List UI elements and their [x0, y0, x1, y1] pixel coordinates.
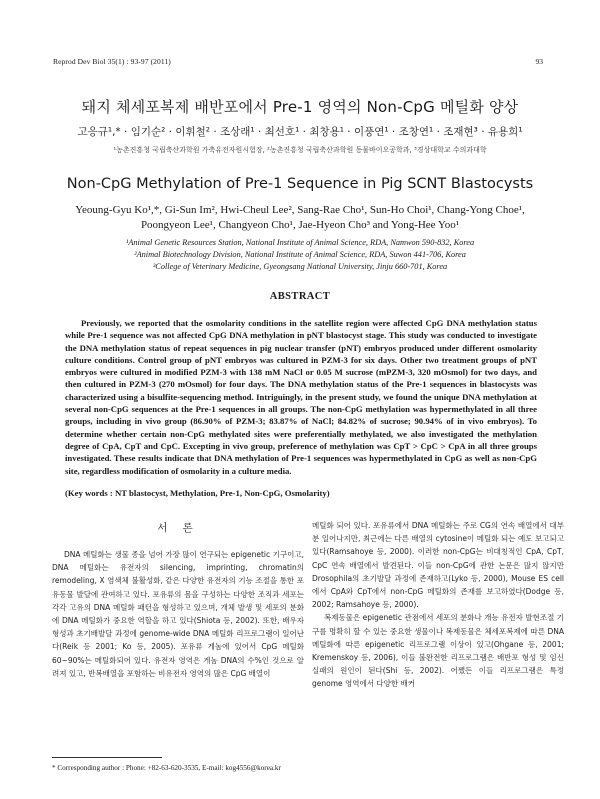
- paragraph: 메틸화 되어 있다. 포유류에서 DNA 메틸화는 주로 CG의 연속 배열에서 대부분 일어나지만, 최근에는 다른 배열의 cytosine이 메틸화 되는 예도 보고되고 있다(Ramsahoye 등, 2000). 이러한 non-CpG는 비대칭적인 CpA, CpT, CpC 연속 배열에서 발견된다. 이들 non-CpG에 관한 논문은 많지 않지만 Drosophila의 초기발달 과정에 존재하고(Lyko 등, 2000), Mouse ES cell에서 CpA와 CpT에서 non-CpG 메틸화의 존재를 보고하였다(Dodge 등, 2002; Ramsahoye 등, 2000).: [312, 521, 564, 610]
- abstract-text: Previously, we reported that the osmolarity conditions in the satellite region were affected CpG DNA methylation status while Pre-1 sequence was not affected CpG DNA methylation in pNT blastocyst stage. This study was conducted to investigate the DNA methylation status of repeat sequences in pig nuclear transfer (pNT) embryos produced under different osmolarity culture conditions. Control group of pNT embryos was cultured in PZM-3 for six days. Other two treatment groups of pNT embryos were cultured in modified PZM-3 with 138 mM NaCl or 0.05 M sucrose (mPZM-3, 320 mOsmol) for two days, and then cultured in PZM-3 (270 mOsmol) for four days. The DNA methylation status of the Pre-1 sequences in blastocysts was characterized using a bisulfite-sequencing method. Intriguingly, in the present study, we found the unique DNA methylation at several non-CpG sequences at the Pre-1 sequences in all groups. The non-CpG methylation was hypermethylated in all three groups, including in vivo group (86.90% of PZM-3; 83.87% of NaCl; 84.82% of sucrose; 90.94% of in vivo embryos). To determine whether certain non-CpG methylated sites were preferentially methylated, we also investigated the methylation degree of CpA, CpT and CpC. Excepting in vivo group, preference of methylation was CpT > CpC > CpA in all three groups investigated. These results indicate that DNA methylation of Pre-1 sequences was hypermethylated in CpG as well as non-CpG site, regardless modification of osmolarity in a culture media.: [65, 318, 537, 476]
- body-column-right: [312, 519, 564, 691]
- english-affiliations: [0, 237, 600, 274]
- keywords: (Key words : NT blastocyst, Methylation, Pre-1, Non-CpG, Osmolarity): [65, 488, 330, 498]
- footnote-divider: [52, 757, 162, 758]
- corresponding-author-footnote: * Corresponding author : Phone: +82-63-620-3535, E-mail: kog4556@korea.kr: [52, 764, 281, 772]
- english-title: Non-CpG Methylation of Pre-1 Sequence in Pig SCNT Blastocysts: [66, 176, 534, 192]
- paragraph: 복제동물은 epigenetic 관점에서 세포의 분화나 개능 유전자 발현조절 기구를 명확히 할 수 있는 중요한 생물이나 복제동물은 체세포복제에 따른 DNA 메틸화에 따른 epigenetic 리프로그램 이상이 있고(Ohgane 등, 2001; Kremenskoy 등, 2006), 이들 불완전한 리프로그램은 배반포 형성 및 임신 실패의 원인이 된다(Shi 등, 2002). 어쨌든 이들 리프로그램은 특정 genome 영역에서 다양한 배커: [312, 613, 564, 689]
- english-authors-line1: Yeoung-Gyu Ko¹,*, Gi-Sun Im², Hwi-Cheul Lee², Sang-Rae Cho¹, Sun-Ho Choi¹, Chang-Yong Choe¹,: [75, 204, 525, 216]
- abstract-heading: ABSTRACT: [269, 291, 331, 302]
- korean-title: 돼지 체세포복제 배반포에서 Pre-1 영역의 Non-CpG 메틸화 양상: [81, 98, 519, 116]
- journal-citation: Reprod Dev Biol 35(1) : 93-97 (2011): [53, 57, 171, 66]
- affiliation-3: ³College of Veterinary Medicine, Gyeongsang National University, Jinju 660-701, Korea: [152, 262, 448, 272]
- english-authors-line2: Poongyeon Lee¹, Changyeon Cho¹, Jae-Hyeon Cho³ and Yong-Hee Yoo¹: [140, 219, 460, 231]
- page-number: 93: [535, 57, 543, 66]
- paragraph: DNA 메틸화는 생물 종을 넘어 가장 많이 연구되는 epigenetic 기구이고, DNA 메틸화는 유전자의 silencing, imprinting, chromatin의 remodeling, X 염색체 불활성화, 같은 다양한 유전자의 기능 조절을 통한 포유동물 발달에 관여하고 있다. 포유류의 몸을 구성하는 다양한 조직과 세포는 각각 고유의 DNA 메틸화 패턴을 형성하고 있으며, 개체 발생 및 세포의 분화에 DNA 메틸화가 중요한 역할을 하고 있다(Shiota 등, 2002). 또한, 배우자형성과 초기배발달 과정에 genome-wide DNA 메틸화 리프로그램이 일어난다(Reik 등 2001; Ko 등, 2005). 포유류 게놈에 있어서 CpG 메틸화 60~90%는 메틸화되어 있다. 유전자 영역은 게놈 DNA의 수%인 것으로 알려져 있고, 반복배열을 포함하는 비유전자 영역의 많은 CpG 배열이: [52, 550, 304, 678]
- section-heading-introduction: 서 론: [157, 522, 199, 534]
- body-column-left: [52, 548, 304, 680]
- abstract-body: [65, 317, 537, 477]
- korean-authors: 고응규¹,* · 임기순² · 이휘철² · 조상래¹ · 최선호¹ · 최창용¹ · 이풍연¹ · 조창연¹ · 조재현³ · 유용희¹: [77, 126, 523, 138]
- english-authors: [70, 203, 530, 233]
- affiliation-1: ¹Animal Genetic Resources Station, National Institute of Animal Science, RDA, Namwon 590-832, Korea: [125, 238, 475, 247]
- korean-affiliations: ¹농촌진흥청 국립축산과학원 가축유전자원시험장, ²농촌진흥청 국립축산과학원 동물바이오공학과, ³경상대학교 수의과대학: [113, 146, 487, 154]
- affiliation-2: ²Animal Biotechnology Division, National Institute of Animal Science, RDA, Suwon 441-706, Korea: [134, 250, 466, 260]
